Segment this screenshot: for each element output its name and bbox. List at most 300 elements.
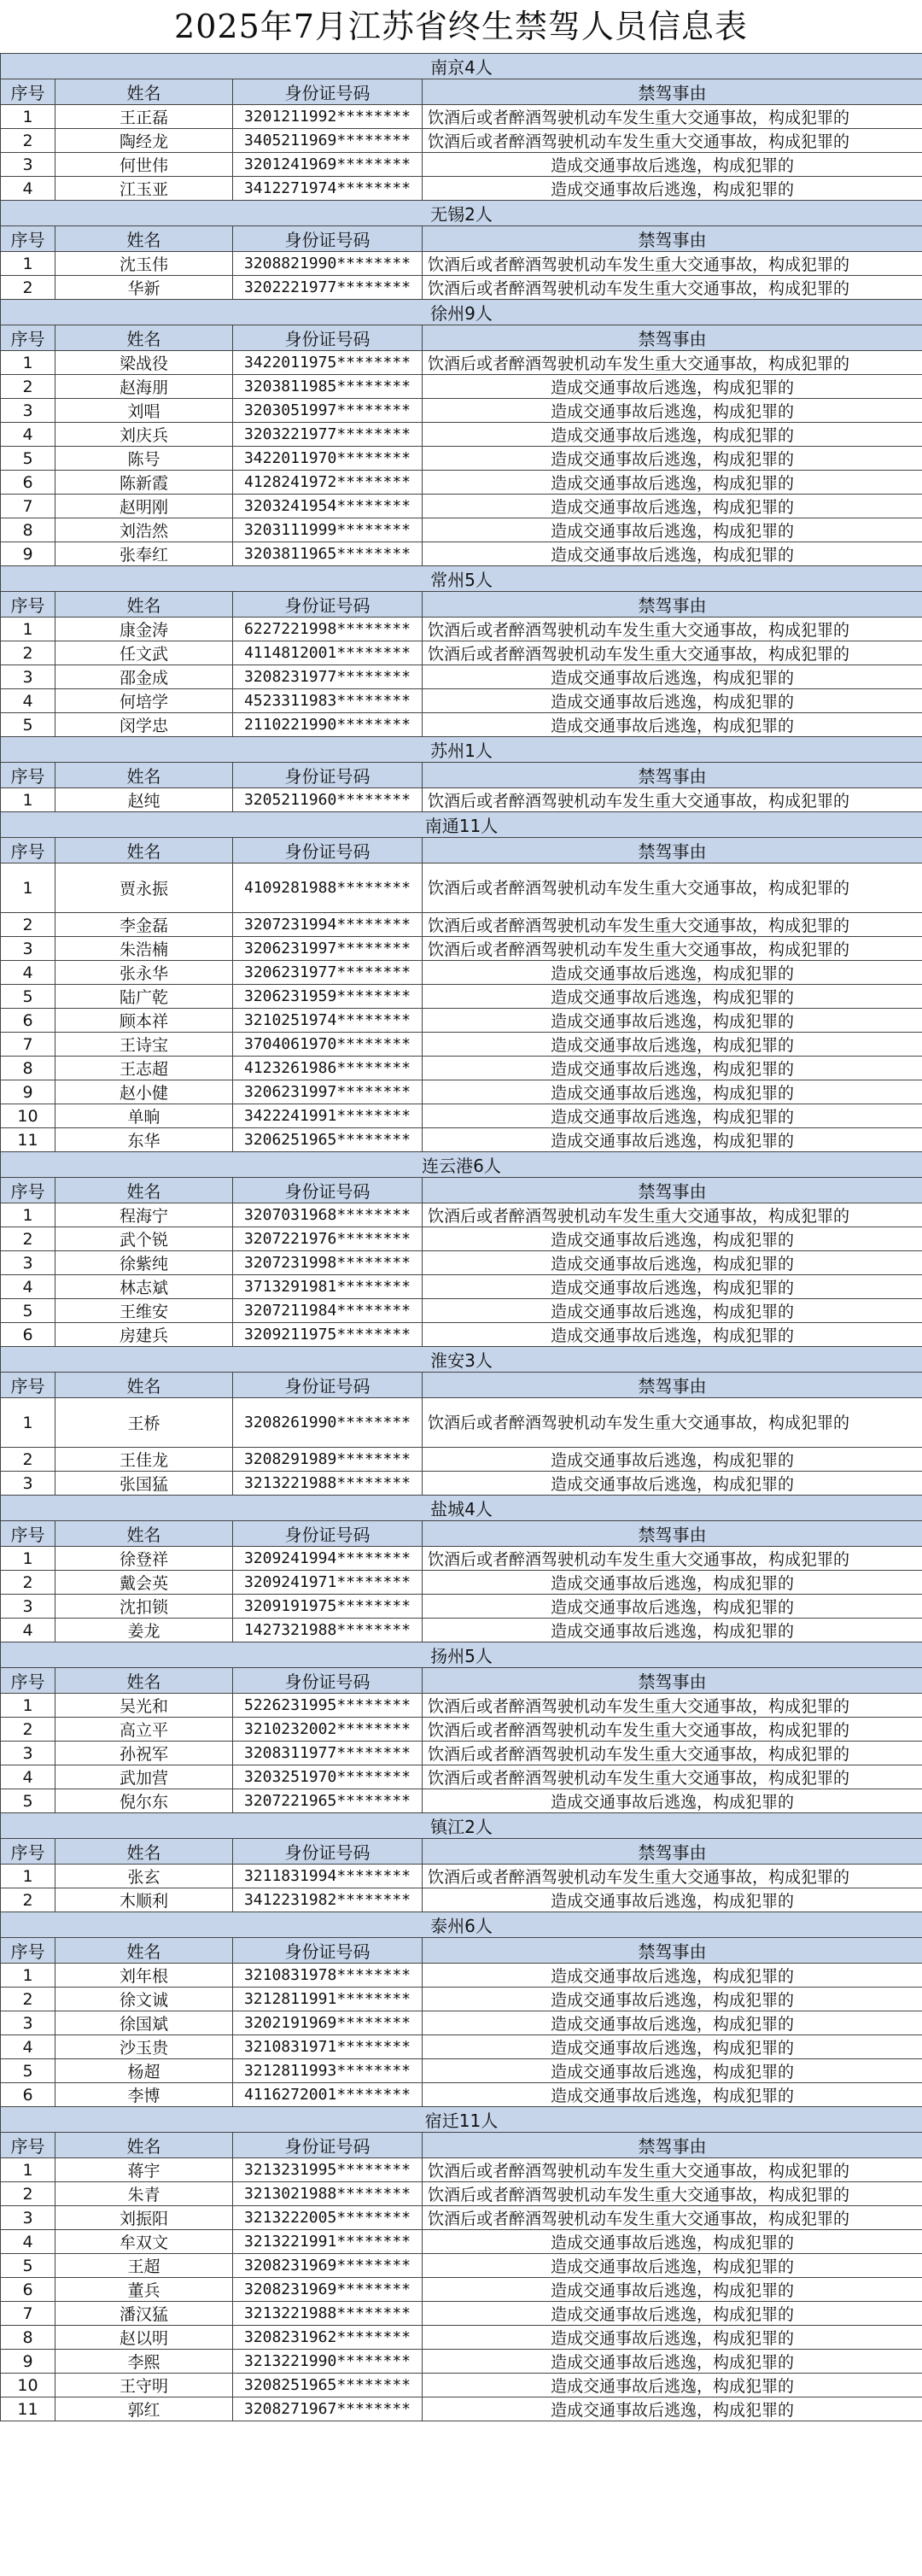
id-number-cell: 3412231982******** — [233, 1888, 423, 1912]
reason-header: 禁驾事由 — [423, 325, 922, 351]
seq-cell: 3 — [1, 1251, 55, 1275]
reason-header: 禁驾事由 — [423, 838, 922, 864]
id-number-cell: 3208231962******** — [233, 2326, 423, 2350]
id-number-cell: 4109281988******** — [233, 864, 423, 913]
name-cell: 徐登祥 — [55, 1547, 233, 1571]
name-cell: 华新 — [55, 276, 233, 300]
seq-cell: 11 — [1, 2397, 55, 2421]
name-cell: 倪尔东 — [55, 1789, 233, 1813]
seq-header: 序号 — [1, 226, 55, 252]
name-cell: 陈号 — [55, 447, 233, 471]
column-header-row — [1, 2133, 922, 2158]
name-header: 姓名 — [55, 1938, 233, 1964]
reason-cell: 饮酒后或者醉酒驾驶机动车发生重大交通事故，构成犯罪的 — [423, 2158, 922, 2182]
table-row — [1, 665, 922, 689]
reason-cell: 饮酒后或者醉酒驾驶机动车发生重大交通事故，构成犯罪的 — [423, 252, 922, 276]
page-title: 2025年7月江苏省终生禁驾人员信息表 — [174, 8, 748, 45]
name-header: 姓名 — [55, 226, 233, 252]
table-row — [1, 1888, 922, 1912]
name-cell: 李熙 — [55, 2350, 233, 2374]
name-cell: 陆广乾 — [55, 985, 233, 1009]
table-row — [1, 1227, 922, 1251]
table-row — [1, 2206, 922, 2230]
name-cell: 李金磊 — [55, 913, 233, 937]
name-cell: 刘唱 — [55, 399, 233, 423]
id-number-cell: 5226231995******** — [233, 1694, 423, 1718]
reason-cell: 造成交通事故后逃逸，构成犯罪的 — [423, 1789, 922, 1813]
city-header-row — [1, 812, 922, 838]
table-row — [1, 1742, 922, 1765]
reason-cell: 造成交通事故后逃逸，构成犯罪的 — [423, 1964, 922, 1988]
table-row — [1, 1595, 922, 1619]
id-number-cell: 3207231994******** — [233, 913, 423, 937]
table-row — [1, 689, 922, 713]
reason-cell: 饮酒后或者醉酒驾驶机动车发生重大交通事故，构成犯罪的 — [423, 1398, 922, 1448]
id-number-cell: 3213222005******** — [233, 2206, 423, 2230]
seq-cell: 4 — [1, 961, 55, 985]
name-cell: 邵金成 — [55, 665, 233, 689]
column-header-row — [1, 592, 922, 618]
table-row — [1, 276, 922, 300]
name-cell: 徐文诚 — [55, 1988, 233, 2011]
name-cell: 高立平 — [55, 1718, 233, 1742]
reason-cell: 造成交通事故后逃逸，构成犯罪的 — [423, 2011, 922, 2035]
seq-cell: 4 — [1, 2035, 55, 2059]
seq-cell: 1 — [1, 1865, 55, 1888]
reason-cell: 造成交通事故后逃逸，构成犯罪的 — [423, 542, 922, 566]
name-cell: 张国猛 — [55, 1472, 233, 1496]
id-number-cell: 3405211969******** — [233, 129, 423, 153]
reason-cell: 饮酒后或者醉酒驾驶机动车发生重大交通事故，构成犯罪的 — [423, 2206, 922, 2230]
id-number-cell: 3422241991******** — [233, 1104, 423, 1128]
name-cell: 贾永振 — [55, 864, 233, 913]
city-title: 徐州9人 — [1, 300, 922, 325]
reason-cell: 造成交通事故后逃逸，构成犯罪的 — [423, 2397, 922, 2421]
seq-cell: 1 — [1, 1398, 55, 1448]
id-header: 身份证号码 — [233, 2133, 423, 2158]
seq-cell: 5 — [1, 2254, 55, 2278]
id-number-cell: 3213231995******** — [233, 2158, 423, 2182]
id-number-cell: 3210831971******** — [233, 2035, 423, 2059]
reason-cell: 造成交通事故后逃逸，构成犯罪的 — [423, 447, 922, 471]
reason-cell: 造成交通事故后逃逸，构成犯罪的 — [423, 1448, 922, 1472]
table-row — [1, 2230, 922, 2254]
reason-cell: 饮酒后或者醉酒驾驶机动车发生重大交通事故，构成犯罪的 — [423, 618, 922, 641]
seq-header: 序号 — [1, 1373, 55, 1398]
city-header-row — [1, 1642, 922, 1668]
id-number-cell: 3203811965******** — [233, 542, 423, 566]
seq-cell: 4 — [1, 1765, 55, 1789]
table-row — [1, 1009, 922, 1033]
seq-cell: 2 — [1, 276, 55, 300]
name-cell: 东华 — [55, 1128, 233, 1152]
id-number-cell: 3212811991******** — [233, 1988, 423, 2011]
seq-cell: 2 — [1, 1718, 55, 1742]
table-row — [1, 129, 922, 153]
seq-cell: 3 — [1, 665, 55, 689]
seq-cell: 9 — [1, 1080, 55, 1104]
id-number-cell: 3206231959******** — [233, 985, 423, 1009]
seq-cell: 1 — [1, 1547, 55, 1571]
seq-cell: 5 — [1, 985, 55, 1009]
seq-header: 序号 — [1, 325, 55, 351]
seq-cell: 1 — [1, 1964, 55, 1988]
id-number-cell: 3213021988******** — [233, 2182, 423, 2206]
name-cell: 刘年根 — [55, 1964, 233, 1988]
name-cell: 王桥 — [55, 1398, 233, 1448]
reason-cell: 造成交通事故后逃逸，构成犯罪的 — [423, 2035, 922, 2059]
reason-cell: 造成交通事故后逃逸，构成犯罪的 — [423, 423, 922, 447]
reason-cell: 造成交通事故后逃逸，构成犯罪的 — [423, 1009, 922, 1033]
name-cell: 王佳龙 — [55, 1448, 233, 1472]
seq-cell: 5 — [1, 1789, 55, 1813]
id-number-cell: 3412271974******** — [233, 177, 423, 201]
table-row — [1, 1694, 922, 1718]
id-number-cell: 3213221991******** — [233, 2230, 423, 2254]
table-body — [1, 54, 922, 2421]
reason-cell: 饮酒后或者醉酒驾驶机动车发生重大交通事故，构成犯罪的 — [423, 1718, 922, 1742]
table-row — [1, 1865, 922, 1888]
seq-cell: 3 — [1, 1595, 55, 1619]
name-header: 姓名 — [55, 2133, 233, 2158]
name-cell: 梁战役 — [55, 351, 233, 375]
name-cell: 沈扣锁 — [55, 1595, 233, 1619]
id-number-cell: 3213221990******** — [233, 2350, 423, 2374]
name-header: 姓名 — [55, 763, 233, 788]
name-cell: 吴光和 — [55, 1694, 233, 1718]
id-number-cell: 3207221965******** — [233, 1789, 423, 1813]
seq-header: 序号 — [1, 2133, 55, 2158]
city-header-row — [1, 1152, 922, 1178]
city-title: 泰州6人 — [1, 1912, 922, 1938]
seq-cell: 3 — [1, 2011, 55, 2035]
table-row — [1, 618, 922, 641]
table-row — [1, 1080, 922, 1104]
reason-cell: 造成交通事故后逃逸，构成犯罪的 — [423, 2350, 922, 2374]
id-number-cell: 3208291989******** — [233, 1448, 423, 1472]
reason-cell: 造成交通事故后逃逸，构成犯罪的 — [423, 1472, 922, 1496]
id-number-cell: 3210251974******** — [233, 1009, 423, 1033]
name-cell: 单晌 — [55, 1104, 233, 1128]
table-row — [1, 1472, 922, 1496]
id-number-cell: 4123261986******** — [233, 1057, 423, 1080]
reason-cell: 造成交通事故后逃逸，构成犯罪的 — [423, 1323, 922, 1347]
name-header: 姓名 — [55, 1521, 233, 1547]
seq-cell: 1 — [1, 351, 55, 375]
reason-cell: 造成交通事故后逃逸，构成犯罪的 — [423, 1275, 922, 1299]
seq-cell: 7 — [1, 1033, 55, 1057]
name-cell: 康金涛 — [55, 618, 233, 641]
reason-cell: 饮酒后或者醉酒驾驶机动车发生重大交通事故，构成犯罪的 — [423, 351, 922, 375]
name-cell: 林志斌 — [55, 1275, 233, 1299]
table-row — [1, 1275, 922, 1299]
name-cell: 朱青 — [55, 2182, 233, 2206]
table-row — [1, 1448, 922, 1472]
id-number-cell: 3201211992******** — [233, 105, 423, 129]
table-row — [1, 2083, 922, 2107]
name-cell: 李博 — [55, 2083, 233, 2107]
seq-cell: 3 — [1, 1742, 55, 1765]
reason-header: 禁驾事由 — [423, 226, 922, 252]
name-cell: 赵纯 — [55, 788, 233, 812]
table-row — [1, 2158, 922, 2182]
seq-cell: 3 — [1, 1472, 55, 1496]
reason-cell: 饮酒后或者醉酒驾驶机动车发生重大交通事故，构成犯罪的 — [423, 1765, 922, 1789]
seq-cell: 10 — [1, 1104, 55, 1128]
reason-cell: 造成交通事故后逃逸，构成犯罪的 — [423, 2230, 922, 2254]
name-cell: 赵海朋 — [55, 375, 233, 399]
column-header-row — [1, 838, 922, 864]
id-number-cell: 3208271967******** — [233, 2397, 423, 2421]
reason-cell: 造成交通事故后逃逸，构成犯罪的 — [423, 1888, 922, 1912]
city-title: 宿迁11人 — [1, 2107, 922, 2133]
seq-cell: 6 — [1, 1009, 55, 1033]
name-cell: 程海宁 — [55, 1203, 233, 1227]
name-cell: 王守明 — [55, 2374, 233, 2397]
city-title: 镇江2人 — [1, 1813, 922, 1839]
reason-cell: 造成交通事故后逃逸，构成犯罪的 — [423, 1227, 922, 1251]
seq-cell: 2 — [1, 1888, 55, 1912]
reason-cell: 造成交通事故后逃逸，构成犯罪的 — [423, 1299, 922, 1323]
column-header-row — [1, 226, 922, 252]
city-title: 淮安3人 — [1, 1347, 922, 1373]
city-header-row — [1, 201, 922, 226]
id-number-cell: 3208251965******** — [233, 2374, 423, 2397]
city-header-row — [1, 1912, 922, 1938]
reason-cell: 饮酒后或者醉酒驾驶机动车发生重大交通事故，构成犯罪的 — [423, 105, 922, 129]
id-number-cell: 3208231977******** — [233, 665, 423, 689]
id-header: 身份证号码 — [233, 1373, 423, 1398]
city-header-row — [1, 737, 922, 763]
name-cell: 赵以明 — [55, 2326, 233, 2350]
id-header: 身份证号码 — [233, 1668, 423, 1694]
id-header: 身份证号码 — [233, 325, 423, 351]
name-cell: 刘振阳 — [55, 2206, 233, 2230]
name-cell: 董兵 — [55, 2278, 233, 2302]
seq-cell: 6 — [1, 2083, 55, 2107]
seq-header: 序号 — [1, 1178, 55, 1203]
city-header-row — [1, 566, 922, 592]
table-row — [1, 1323, 922, 1347]
reason-cell: 饮酒后或者醉酒驾驶机动车发生重大交通事故，构成犯罪的 — [423, 1742, 922, 1765]
city-title: 苏州1人 — [1, 737, 922, 763]
reason-header: 禁驾事由 — [423, 1521, 922, 1547]
reason-cell: 造成交通事故后逃逸，构成犯罪的 — [423, 2278, 922, 2302]
name-cell: 何培学 — [55, 689, 233, 713]
name-cell: 王超 — [55, 2254, 233, 2278]
seq-cell: 2 — [1, 641, 55, 665]
name-header: 姓名 — [55, 325, 233, 351]
table-row — [1, 788, 922, 812]
seq-cell: 1 — [1, 1694, 55, 1718]
table-row — [1, 423, 922, 447]
reason-cell: 造成交通事故后逃逸，构成犯罪的 — [423, 961, 922, 985]
table-row — [1, 1964, 922, 1988]
seq-cell: 7 — [1, 2302, 55, 2326]
reason-cell: 饮酒后或者醉酒驾驶机动车发生重大交通事故，构成犯罪的 — [423, 1865, 922, 1888]
table-row — [1, 1619, 922, 1642]
table-row — [1, 2278, 922, 2302]
table-row — [1, 2182, 922, 2206]
reason-header: 禁驾事由 — [423, 592, 922, 618]
disqualified-drivers-table — [0, 53, 922, 2421]
table-row — [1, 1571, 922, 1595]
column-header-row — [1, 763, 922, 788]
table-row — [1, 399, 922, 423]
id-number-cell: 3203111999******** — [233, 518, 423, 542]
reason-cell: 造成交通事故后逃逸，构成犯罪的 — [423, 399, 922, 423]
city-header-row — [1, 1496, 922, 1521]
seq-cell: 6 — [1, 2278, 55, 2302]
table-row — [1, 2326, 922, 2350]
table-row — [1, 1203, 922, 1227]
reason-header: 禁驾事由 — [423, 79, 922, 105]
id-number-cell: 3207211984******** — [233, 1299, 423, 1323]
id-number-cell: 3210232002******** — [233, 1718, 423, 1742]
table-row — [1, 641, 922, 665]
name-header: 姓名 — [55, 592, 233, 618]
city-title: 南通11人 — [1, 812, 922, 838]
table-row — [1, 1251, 922, 1275]
name-cell: 房建兵 — [55, 1323, 233, 1347]
reason-cell: 造成交通事故后逃逸，构成犯罪的 — [423, 713, 922, 737]
name-cell: 牟双文 — [55, 2230, 233, 2254]
seq-cell: 7 — [1, 495, 55, 518]
table-row — [1, 2350, 922, 2374]
seq-cell: 4 — [1, 2230, 55, 2254]
id-number-cell: 3203251970******** — [233, 1765, 423, 1789]
table-row — [1, 864, 922, 913]
reason-cell: 造成交通事故后逃逸，构成犯罪的 — [423, 2254, 922, 2278]
seq-cell: 1 — [1, 864, 55, 913]
reason-cell: 饮酒后或者醉酒驾驶机动车发生重大交通事故，构成犯罪的 — [423, 641, 922, 665]
reason-cell: 饮酒后或者醉酒驾驶机动车发生重大交通事故，构成犯罪的 — [423, 1547, 922, 1571]
id-header: 身份证号码 — [233, 763, 423, 788]
reason-header: 禁驾事由 — [423, 2133, 922, 2158]
name-cell: 王正磊 — [55, 105, 233, 129]
id-header: 身份证号码 — [233, 1178, 423, 1203]
column-header-row — [1, 1668, 922, 1694]
name-cell: 陈新霞 — [55, 471, 233, 495]
seq-cell: 6 — [1, 1323, 55, 1347]
reason-cell: 造成交通事故后逃逸，构成犯罪的 — [423, 495, 922, 518]
name-cell: 江玉亚 — [55, 177, 233, 201]
seq-cell: 4 — [1, 1275, 55, 1299]
seq-cell: 3 — [1, 399, 55, 423]
seq-cell: 3 — [1, 153, 55, 177]
seq-header: 序号 — [1, 79, 55, 105]
seq-cell: 2 — [1, 375, 55, 399]
id-header: 身份证号码 — [233, 79, 423, 105]
seq-cell: 6 — [1, 471, 55, 495]
seq-header: 序号 — [1, 1938, 55, 1964]
table-row — [1, 351, 922, 375]
name-cell: 张永华 — [55, 961, 233, 985]
column-header-row — [1, 1178, 922, 1203]
city-title: 盐城4人 — [1, 1496, 922, 1521]
reason-cell: 造成交通事故后逃逸，构成犯罪的 — [423, 1104, 922, 1128]
id-number-cell: 3208261990******** — [233, 1398, 423, 1448]
reason-cell: 造成交通事故后逃逸，构成犯罪的 — [423, 2083, 922, 2107]
id-number-cell: 3207221976******** — [233, 1227, 423, 1251]
table-row — [1, 2011, 922, 2035]
id-number-cell: 3202221977******** — [233, 276, 423, 300]
table-row — [1, 1104, 922, 1128]
name-header: 姓名 — [55, 1178, 233, 1203]
reason-cell: 饮酒后或者醉酒驾驶机动车发生重大交通事故，构成犯罪的 — [423, 1694, 922, 1718]
table-row — [1, 375, 922, 399]
table-row — [1, 471, 922, 495]
reason-cell: 造成交通事故后逃逸，构成犯罪的 — [423, 1251, 922, 1275]
city-title: 无锡2人 — [1, 201, 922, 226]
table-row — [1, 1988, 922, 2011]
reason-cell: 造成交通事故后逃逸，构成犯罪的 — [423, 153, 922, 177]
seq-cell: 3 — [1, 937, 55, 961]
id-number-cell: 3213221988******** — [233, 1472, 423, 1496]
id-number-cell: 3203051997******** — [233, 399, 423, 423]
seq-header: 序号 — [1, 838, 55, 864]
name-cell: 赵小健 — [55, 1080, 233, 1104]
reason-cell: 造成交通事故后逃逸，构成犯罪的 — [423, 375, 922, 399]
table-row — [1, 105, 922, 129]
reason-cell: 饮酒后或者醉酒驾驶机动车发生重大交通事故，构成犯罪的 — [423, 913, 922, 937]
id-number-cell: 3206251965******** — [233, 1128, 423, 1152]
column-header-row — [1, 325, 922, 351]
city-header-row — [1, 300, 922, 325]
table-row — [1, 1547, 922, 1571]
name-cell: 张奉红 — [55, 542, 233, 566]
reason-cell: 饮酒后或者醉酒驾驶机动车发生重大交通事故，构成犯罪的 — [423, 864, 922, 913]
reason-cell: 饮酒后或者醉酒驾驶机动车发生重大交通事故，构成犯罪的 — [423, 129, 922, 153]
id-number-cell: 3201241969******** — [233, 153, 423, 177]
name-cell: 蒋宇 — [55, 2158, 233, 2182]
seq-cell: 8 — [1, 2326, 55, 2350]
seq-cell: 1 — [1, 618, 55, 641]
id-number-cell: 3205211960******** — [233, 788, 423, 812]
seq-cell: 1 — [1, 2158, 55, 2182]
city-title: 扬州5人 — [1, 1642, 922, 1668]
table-row — [1, 1789, 922, 1813]
reason-cell: 造成交通事故后逃逸，构成犯罪的 — [423, 518, 922, 542]
name-header: 姓名 — [55, 838, 233, 864]
table-row — [1, 153, 922, 177]
name-cell: 刘庆兵 — [55, 423, 233, 447]
seq-cell: 5 — [1, 713, 55, 737]
seq-header: 序号 — [1, 592, 55, 618]
table-row — [1, 1128, 922, 1152]
seq-cell: 2 — [1, 1988, 55, 2011]
seq-cell: 4 — [1, 177, 55, 201]
name-cell: 姜龙 — [55, 1619, 233, 1642]
seq-cell: 5 — [1, 447, 55, 471]
id-number-cell: 4523311983******** — [233, 689, 423, 713]
id-number-cell: 4128241972******** — [233, 471, 423, 495]
seq-cell: 2 — [1, 1227, 55, 1251]
reason-cell: 饮酒后或者醉酒驾驶机动车发生重大交通事故，构成犯罪的 — [423, 276, 922, 300]
reason-cell: 饮酒后或者醉酒驾驶机动车发生重大交通事故，构成犯罪的 — [423, 1203, 922, 1227]
name-header: 姓名 — [55, 1839, 233, 1865]
name-cell: 陶经龙 — [55, 129, 233, 153]
name-cell: 孙祝军 — [55, 1742, 233, 1765]
id-number-cell: 3203811985******** — [233, 375, 423, 399]
seq-cell: 11 — [1, 1128, 55, 1152]
reason-cell: 造成交通事故后逃逸，构成犯罪的 — [423, 1571, 922, 1595]
table-row — [1, 1033, 922, 1057]
id-header: 身份证号码 — [233, 1938, 423, 1964]
table-row — [1, 518, 922, 542]
seq-header: 序号 — [1, 1668, 55, 1694]
id-number-cell: 3208821990******** — [233, 252, 423, 276]
